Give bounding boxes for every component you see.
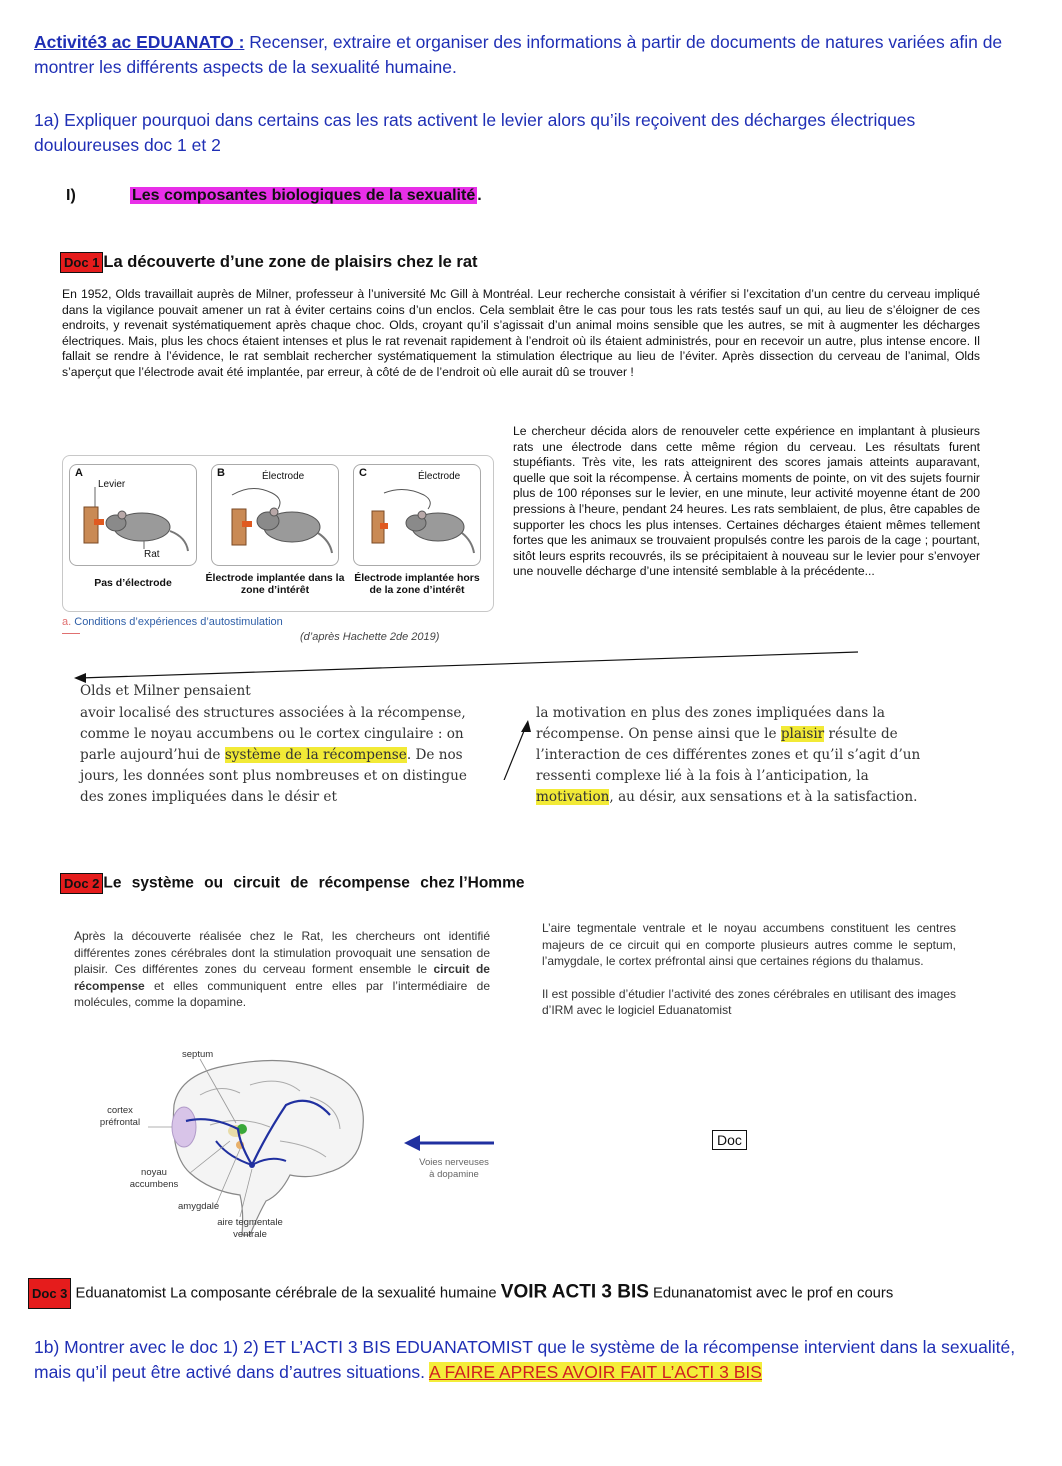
panel-a-letter: A xyxy=(75,467,83,479)
panel-b-caption: Électrode implantée dans la zone d’intérêt xyxy=(205,572,345,596)
doc2-right-p1: L’aire tegmentale ventrale et le noyau accumbens constituent les centres majeurs de ce circuit qui en comporte plusieurs autres comme le septum, l’amygdale, le cortex préfrontal ainsi que certaines régions du thalamus. xyxy=(542,921,956,968)
figure-caption xyxy=(62,616,283,628)
panel-c-electrode-label: Électrode xyxy=(418,471,461,482)
question-1b-text: 1b) Montrer avec le doc 1) 2) ET L’ACTI 3 BIS EDUANATOMIST que le système de la récompense intervient dans la sexualité, mais qu’il peut être activé dans d’autres situations. xyxy=(34,1337,1016,1382)
doc2-right-text xyxy=(542,920,956,1019)
figure-source: (d’après Hachette 2de 2019) xyxy=(300,631,440,643)
panel-a-lever-label: Levier xyxy=(98,479,126,490)
olds-right-pre: la motivation en plus des zones impliquées dans la récompense. On pense ainsi que le xyxy=(536,705,886,742)
doc3-text-a: Eduanatomist La composante cérébrale de la sexualité humaine xyxy=(71,1285,501,1302)
activity-colon: : xyxy=(238,32,245,52)
section-1-number: I) xyxy=(66,187,76,204)
panel-a-rat-label: Rat xyxy=(144,549,160,560)
label-septum: septum xyxy=(182,1049,214,1060)
doc-box: Doc xyxy=(712,1130,747,1150)
section-1-title: Les composantes biologiques de la sexualité xyxy=(132,187,476,204)
doc2-left-text xyxy=(74,928,490,1011)
figure-caption-prefix: a. xyxy=(62,616,72,628)
autostimulation-figure xyxy=(62,455,494,612)
question-1b xyxy=(34,1335,1034,1385)
olds-left-text xyxy=(80,703,490,808)
doc1-intro-text: En 1952, Olds travaillait auprès de Milner, professeur à l’université Mc Gill à Montréal. Leur recherche consistait à vérifier si l’excitation d’un centre du cerveau impliqué dans la vigilance pouvait amener un rat à éviter certains coins d’un enclos. Cela semblait être le cas pour tous les rats testés sauf un qui, au lieu de s’éloigner de ces endroits, y revenait systématiquement après chaque choc. Olds, croyant qu’il s’agissait d’un animal moins sensible que les autres, se mit à augmenter les décharges électriques. Mais, plus les chocs étaient intenses et plus le rat revenait rapidement à l’endroit où ils étaient administrés, pour en recevoir un autre, plus intense encore. Il fallait se rendre à l’évidence, le rat semblait rechercher systématiquement la stimulation électrique au lieu de l’éviter. Après dissection du cerveau de l’animal, Olds s’aperçut que l’électrode avait été implantée, par erreur, à côté de de l’endroit où elle aurait dû se trouver ! xyxy=(62,287,980,379)
doc1-heading xyxy=(60,252,478,273)
figure-panel-b xyxy=(211,464,339,566)
olds-right-mid: résulte de l’interaction de ces différentes zones et qu’il s’agit d’un ressenti complexe lié à la fois à l’anticipation, la xyxy=(536,726,921,784)
panel-c-letter: C xyxy=(359,467,367,479)
doc2-title-a: Le système ou circuit de récompense chez xyxy=(103,874,455,892)
doc3-big-text: VOIR ACTI 3 BIS xyxy=(500,1281,649,1303)
doc1-right-text: Le chercheur décida alors de renouveler cette expérience en implantant à plusieurs rats une électrode dans cette même région du cerveau. Les résultats furent stupéfiants. Très vite, les rats atteignirent des scores jamais atteints auparavant, quelle que soit la récompense. À certains moments de pointe, on vit des sujets fournir plus de 100 réponses sur le levier, en une minute, leur activité moyenne étant de 200 pressions à l’heure, pendant 24 heures. Les rats semblaient, de plus, être capables de supporter les chocs les plus intenses. Certaines décharges étaient mêmes tellement fortes que les animaux se trouvaient propulsés contre les parois de la cage ; pourtant, sitôt leurs esprits recouvrés, ils se précipitaient à nouveau sur le levier pour s’envoyer une nouvelle décharge d’une intensité semblable à la précédente... xyxy=(513,424,980,579)
rat-illustration xyxy=(70,465,196,565)
caption-underline xyxy=(62,633,80,634)
olds-left-pre: avoir localisé des structures associées à la récompense, comme le noyau accumbens ou le cortex cingulaire : on parle aujourd’hui de xyxy=(80,705,466,763)
figure-panel-c xyxy=(353,464,481,566)
figure-caption-text: Conditions d’expériences d’autostimulation xyxy=(71,616,283,628)
brain-illustration xyxy=(90,1045,510,1255)
section-1-heading xyxy=(66,187,482,205)
panel-b-electrode-label: Électrode xyxy=(262,471,305,482)
olds-left-post: . De nos jours, les données sont plus nombreuses et on distingue des zones impliquées dans le désir et xyxy=(80,747,467,805)
doc2-label: Doc 2 xyxy=(60,873,103,894)
activity-label: Activité3 ac EDUANATO xyxy=(34,32,239,52)
doc3-text-b: Edunanatomist avec le prof en cours xyxy=(648,1285,894,1302)
olds-right-highlight-plaisir: plaisir xyxy=(780,726,825,742)
olds-right-post: , au désir, aux sensations et à la satisfaction. xyxy=(609,789,918,805)
label-cortex-prefrontal: cortex préfrontal xyxy=(99,1105,141,1128)
panel-b-letter: B xyxy=(217,467,225,479)
label-aire-tegmentale: aire tegmentale ventrale xyxy=(217,1217,283,1240)
olds-left-highlight: système de la récompense xyxy=(224,747,407,763)
doc3-label: Doc 3 xyxy=(28,1278,71,1309)
doc2-heading xyxy=(60,873,524,894)
rat-electrode-illustration xyxy=(212,465,338,565)
doc1-label: Doc 1 xyxy=(60,252,103,273)
question-1a: 1a) Expliquer pourquoi dans certains cas les rats activent le levier alors qu’ils reçoivent des décharges électriques douloureuses doc 1 et 2 xyxy=(34,110,916,155)
panel-a-caption: Pas d’électrode xyxy=(94,577,172,589)
olds-right-highlight-motivation: motivation xyxy=(536,789,610,805)
label-noyau-accumbens: noyau accumbens xyxy=(129,1167,179,1190)
doc2-left-bold: circuit de récompense xyxy=(74,962,490,993)
doc2-title-b: l’Homme xyxy=(454,874,525,892)
olds-title: Olds et Milner pensaient xyxy=(80,683,251,699)
panel-c-caption: Électrode implantée hors de la zone d’intérêt xyxy=(354,572,480,596)
label-voies-dopamine: Voies nerveuses à dopamine xyxy=(419,1157,489,1180)
section-1-dot: . xyxy=(477,187,482,204)
question-1b-todo: A FAIRE APRES AVOIR FAIT L’ACTI 3 BIS xyxy=(428,1362,762,1382)
activity-header xyxy=(34,30,1024,80)
doc2-right-p2: Il est possible d’étudier l’activité des zones cérébrales en utilisant des images d’IRM avec le logiciel Eduanatomist xyxy=(542,986,956,1017)
doc1-title: La découverte d’une zone de plaisirs chez le rat xyxy=(103,252,478,271)
doc2-left-post: et elles communiquent entre elles par l’intermédiaire de molécules, comme la dopamine. xyxy=(74,978,490,1009)
figure-panel-a xyxy=(69,464,197,566)
doc2-left-pre: Après la découverte réalisée chez le Rat, les chercheurs ont identifié différentes zones cérébrales dont la stimulation provoquait une sensation de plaisir. Ces différentes zones du cerveau forment ensemble le xyxy=(74,929,490,976)
activity-text: Recenser, extraire et organiser des informations à partir de documents de natures variées afin de montrer les différents aspects de la sexualité humaine. xyxy=(34,32,1003,77)
doc3-paragraph xyxy=(28,1278,1028,1309)
label-amygdale: amygdale xyxy=(178,1201,220,1212)
rat-electrode-outside-illustration xyxy=(354,465,480,565)
brain-diagram xyxy=(90,1045,510,1255)
olds-right-text xyxy=(536,703,946,808)
